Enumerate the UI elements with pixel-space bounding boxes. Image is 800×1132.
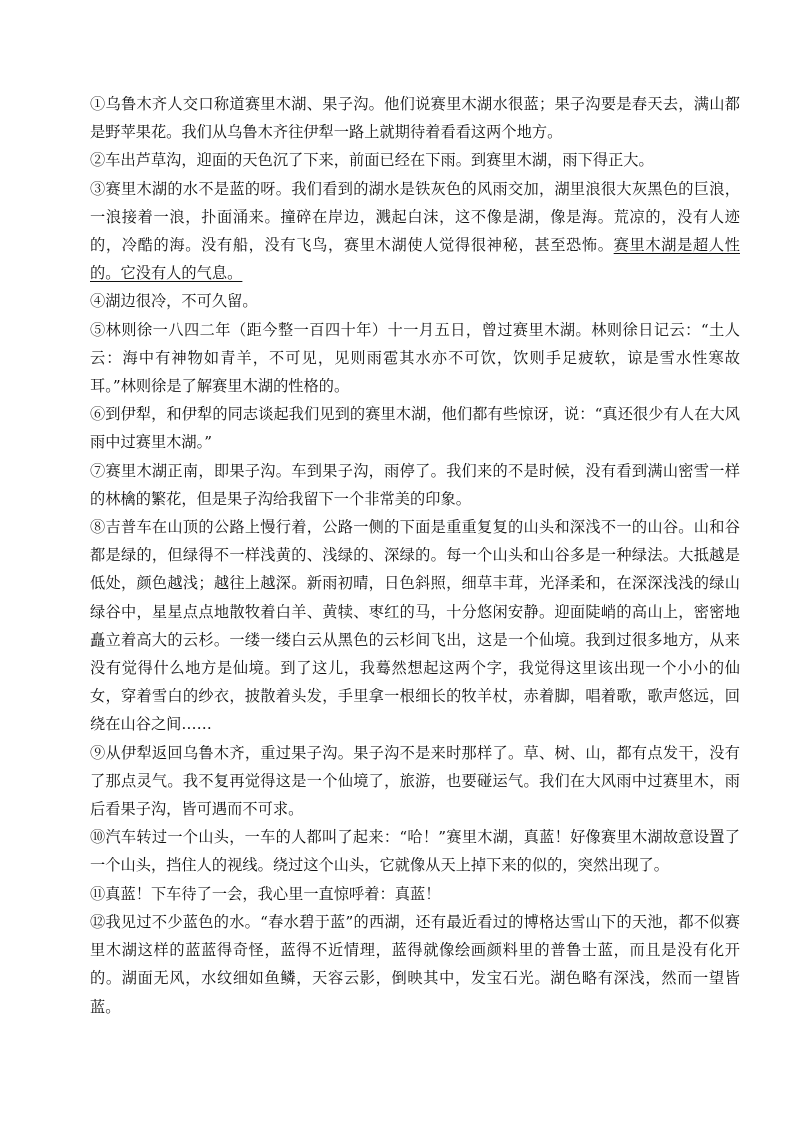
paragraph-3	[90, 175, 740, 288]
paragraph-12: ⑫我见过不少蓝色的水。“春水碧于蓝”的西湖，还有最近看过的博格达雪山下的天池，都不似赛里木湖这样的蓝蓝得奇怪，蓝得不近情理，蓝得就像绘画颜料里的普鲁士蓝，而且是没有化开的。湖面无风，水纹细如鱼鳞，天容云影，倒映其中，发宝石光。湖色略有深浅，然而一望皆蓝。	[90, 912, 740, 1016]
paragraph-7: ⑦赛里木湖正南，即果子沟。车到果子沟，雨停了。我们来的不是时候，没有看到满山密雪一样的林檎的繁花，但是果子沟给我留下一个非常美的印象。	[90, 461, 740, 508]
paragraph-2: ②车出芦草沟，迎面的天色沉了下来，前面已经在下雨。到赛里木湖，雨下得正大。	[90, 151, 654, 170]
document-body	[90, 90, 740, 1021]
paragraph-10: ⑩汽车转过一个山头，一车的人都叫了起来：“哈！”赛里木湖，真蓝！好像赛里木湖故意设置了一个山头，挡住人的视线。绕过这个山头，它就像从天上掉下来的似的，突然出现了。	[90, 828, 740, 875]
paragraph-6: ⑥到伊犁，和伊犁的同志谈起我们见到的赛里木湖，他们都有些惊讶，说：“真还很少有人在大风雨中过赛里木湖。”	[90, 405, 740, 452]
paragraph-8: ⑧吉普车在山顶的公路上慢行着，公路一侧的下面是重重复复的山头和深浅不一的山谷。山和谷都是绿的，但绿得不一样浅黄的、浅绿的、深绿的。每一个山头和山谷多是一种绿法。大抵越是低处，颜色越浅；越往上越深。新雨初晴，日色斜照，细草丰茸，光泽柔和，在深深浅浅的绿山绿谷中，星星点点地散牧着白羊、黄犊、枣红的马，十分悠闲安静。迎面陡峭的高山上，密密地矗立着高大的云杉。一缕一缕白云从黑色的云杉间飞出，这是一个仙境。我到过很多地方，从来没有觉得什么地方是仙境。到了这儿，我蓦然想起这两个字，我觉得这里该出现一个小小的仙女，穿着雪白的纱衣，披散着头发，手里拿一根细长的牧羊杖，赤着脚，唱着歌，歌声悠远，回绕在山谷之间……	[90, 518, 740, 734]
paragraph-5: ⑤林则徐一八四二年（距今整一百四十年）十一月五日，曾过赛里木湖。林则徐日记云：“土人云：海中有神物如青羊，不可见，见则雨雹其水亦不可饮，饮则手足疲软，谅是雪水性寒故耳。”林则徐是了解赛里木湖的性格的。	[90, 320, 740, 396]
paragraph-9: ⑨从伊犁返回乌鲁木齐，重过果子沟。果子沟不是来时那样了。草、树、山，都有点发干，没有了那点灵气。我不复再觉得这是一个仙境了，旅游，也要碰运气。我们在大风雨中过赛里木，雨后看果子沟，皆可遇而不可求。	[90, 743, 740, 819]
paragraph-1: ①乌鲁木齐人交口称道赛里木湖、果子沟。他们说赛里木湖水很蓝；果子沟要是春天去，满山都是野苹果花。我们从乌鲁木齐往伊犁一路上就期待着看看这两个地方。	[90, 95, 740, 142]
paragraph-3-underlined-text: 赛里木湖是超人性的。它没有人的气息。	[90, 236, 740, 283]
paragraph-11: ⑪真蓝！下车待了一会，我心里一直惊呼着：真蓝！	[90, 884, 441, 903]
paragraph-3-text: ③赛里木湖的水不是蓝的呀。我们看到的湖水是铁灰色的风雨交加，湖里浪很大灰黑色的巨浪，一浪接着一浪，扑面涌来。撞碎在岸边，溅起白沫，这不像是湖，像是海。荒凉的，没有人迹的，冷酷的海。没有船，没有飞鸟，赛里木湖使人觉得很神秘，甚至恐怖。	[90, 179, 740, 255]
paragraph-4: ④湖边很冷，不可久留。	[90, 292, 258, 311]
